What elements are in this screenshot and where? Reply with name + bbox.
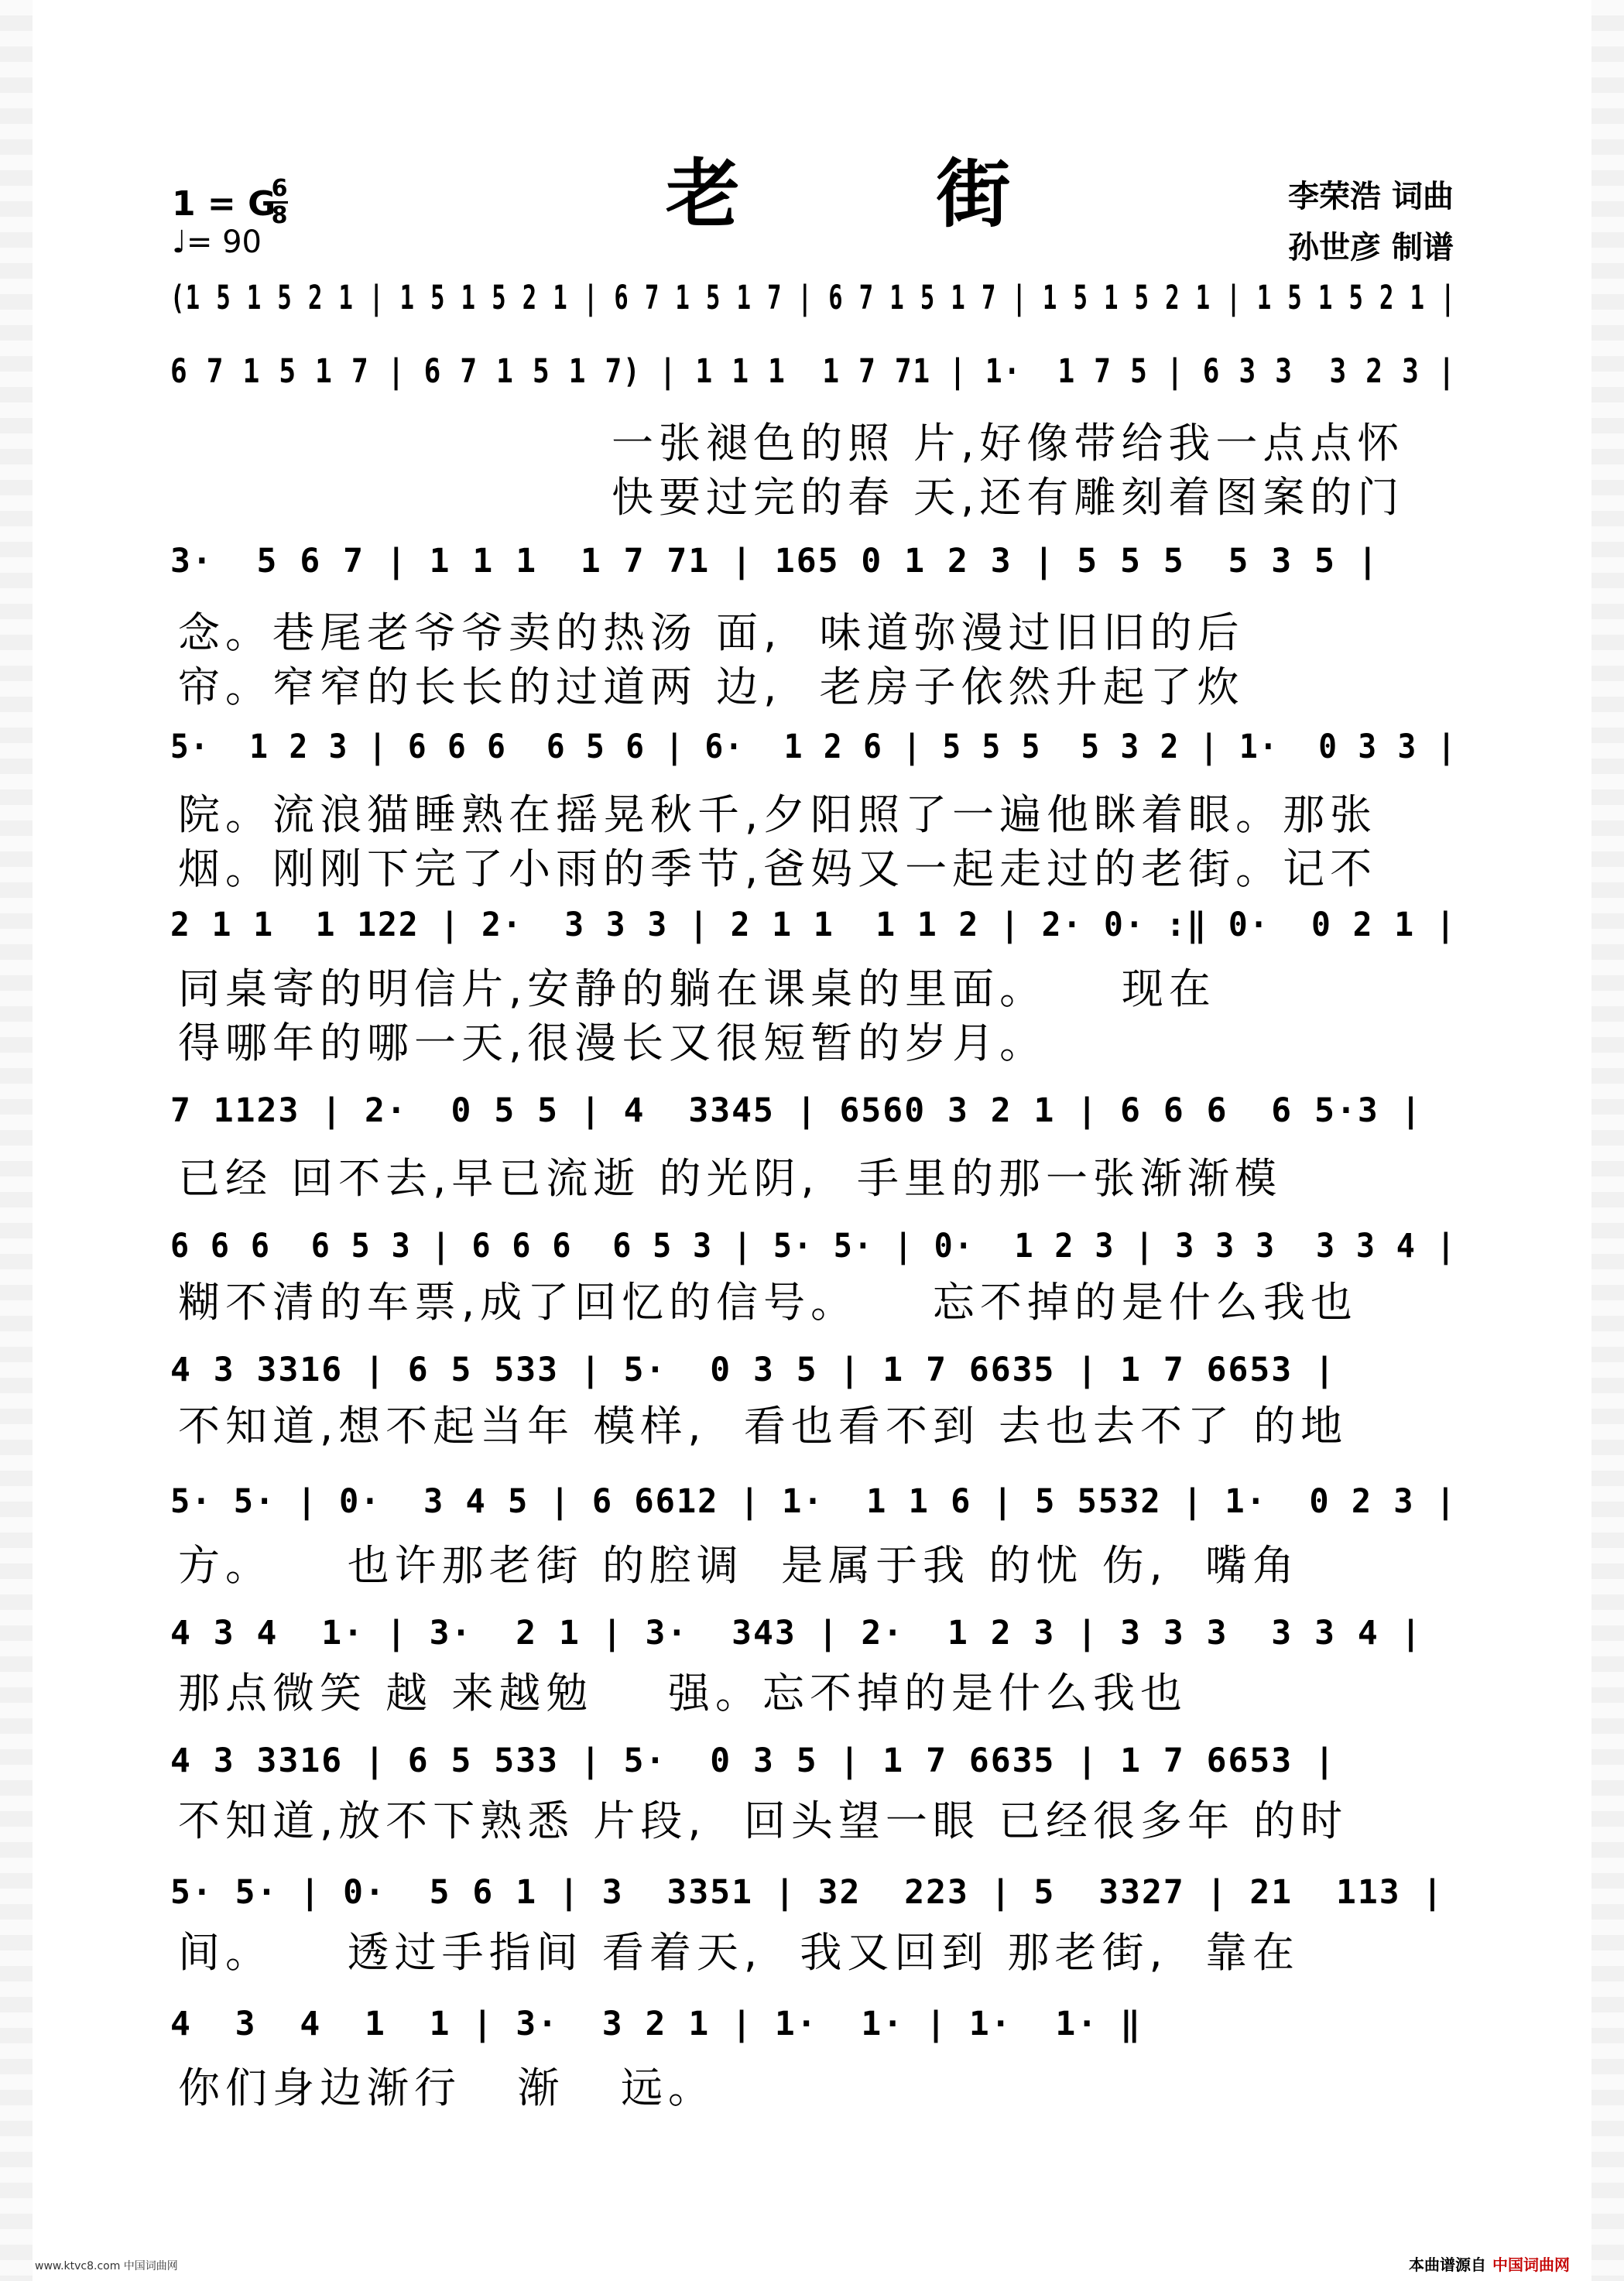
footer-source-right [1409, 2252, 1570, 2275]
lyric-row-10: 不知道,放不下熟悉 片段, 回头望一眼 已经很多年 的时 [178, 1796, 1348, 1845]
lyricist-composer-credit: 李荣浩 词曲 [1288, 179, 1454, 214]
lyric-row-4a: 同桌寄的明信片,安静的躺在课桌的里面。 现在 [178, 964, 1216, 1013]
notes: 4 3 4 1 1 | 3· 3 2 1 | 1· 1· | 1· 1· ‖ [170, 2005, 1142, 2043]
notes: 4 3 3316 | 6 5 533 | 5· 0 3 5 | 1 7 6635 | 1 7 6653 | [170, 1351, 1336, 1389]
notation-row-13 [170, 2005, 1457, 2059]
lyric-row-9: 那点微笑 越 来越勉 强。忘不掉的是什么我也 [178, 1669, 1187, 1718]
footer-brand: 中国词曲网 [1492, 2255, 1570, 2274]
lyric-row-3a: 院。流浪猫睡熟在摇晃秋千,夕阳照了一遍他眯着眼。那张 [178, 790, 1378, 839]
lyric-row-4b: 得哪年的哪一天,很漫长又很短暂的岁月。 [178, 1019, 1047, 1067]
lyric-row-1a: 一张褪色的照 片,好像带给我一点点怀 [612, 419, 1405, 468]
notation-row-2 [170, 352, 1457, 406]
notation-row-1 [170, 279, 1457, 333]
notes: 6 6 6 6 5 3 | 6 6 6 6 5 3 | 5· 5· | 0· 1 2 3 | 3 3 3 3 3 4 | [170, 1227, 1457, 1266]
lyric-row-1b: 快要过完的春 天,还有雕刻着图案的门 [612, 473, 1405, 522]
time-signature [271, 176, 288, 228]
key-signature: 1 = G [172, 184, 276, 224]
notes: (1 5 1 5 2 1 | 1 5 1 5 2 1 | 6 7 1 5 1 7 | 6 7 1 5 1 7 | 1 5 1 5 2 1 | 1 5 1 5 2 1 | [170, 279, 1456, 317]
time-signature-top: 6 [271, 175, 288, 202]
footer-source-label: 本曲谱源自 [1409, 2255, 1486, 2274]
notation-row-3 [170, 542, 1457, 596]
watermark-edge-left [0, 0, 33, 2281]
lyric-row-3b: 烟。刚刚下完了小雨的季节,爸妈又一起走过的老街。记不 [178, 844, 1378, 893]
lyric-row-6: 糊不清的车票,成了回忆的信号。 忘不掉的是什么我也 [178, 1278, 1358, 1327]
notation-row-4 [170, 728, 1457, 782]
lyric-row-8: 方。 也许那老街 的腔调 是属于我 的忧 伤, 嘴角 [178, 1541, 1300, 1590]
notation-row-6 [170, 1091, 1457, 1146]
notes: 4 3 4 1· | 3· 2 1 | 3· 343 | 2· 1 2 3 | 3 3 3 3 3 4 | [170, 1614, 1423, 1653]
notes: 7 1123 | 2· 0 5 5 | 4 3345 | 6560 3 2 1 | 6 6 6 6 5·3 | [170, 1091, 1423, 1130]
notes: 5· 1 2 3 | 6 6 6 6 5 6 | 6· 1 2 6 | 5 5 5 5 3 2 | 1· 0 3 3 | [170, 728, 1458, 766]
notes: 2 1 1 1 122 | 2· 3 3 3 | 2 1 1 1 1 2 | 2· 0· :‖ 0· 0 2 1 | [170, 906, 1457, 944]
lyric-row-7: 不知道,想不起当年 模样, 看也看不到 去也去不了 的地 [178, 1402, 1348, 1450]
notes: 5· 5· | 0· 5 6 1 | 3 3351 | 32 223 | 5 3327 | 21 113 | [170, 1873, 1444, 1912]
notation-row-5 [170, 906, 1457, 960]
arranger-credit: 孙世彦 制谱 [1288, 230, 1454, 265]
lyric-row-2a: 念。巷尾老爷爷卖的热汤 面, 味道弥漫过旧旧的后 [178, 608, 1245, 657]
lyric-row-2b: 帘。窄窄的长长的过道两 边, 老房子依然升起了炊 [178, 663, 1245, 711]
notes: 5· 5· | 0· 3 4 5 | 6 6612 | 1· 1 1 6 | 5 5532 | 1· 0 2 3 | [170, 1482, 1458, 1521]
notes: 3· 5 6 7 | 1 1 1 1 7 71 | 165 0 1 2 3 | 5 5 5 5 3 5 | [170, 542, 1379, 581]
notes: 4 3 3316 | 6 5 533 | 5· 0 3 5 | 1 7 6635 | 1 7 6653 | [170, 1742, 1336, 1780]
footer-source-left: www.ktvc8.com 中国词曲网 [35, 2260, 178, 2272]
notes: 6 7 1 5 1 7 | 6 7 1 5 1 7) | 1 1 1 1 7 71 | 1· 1 7 5 | 6 3 3 3 2 3 | [170, 352, 1457, 391]
lyric-row-12: 你们身边渐行 渐 远。 [178, 2064, 715, 2112]
watermark-edge-right [1591, 0, 1624, 2281]
lyric-row-11: 间。 透过手指间 看着天, 我又回到 那老街, 靠在 [178, 1928, 1300, 1977]
lyric-row-5: 已经 回不去,早已流逝 的光阴, 手里的那一张渐渐模 [178, 1154, 1282, 1203]
notation-row-9 [170, 1482, 1457, 1536]
song-title: 老 街 [666, 150, 1096, 238]
tempo-marking: ♩= 90 [172, 224, 262, 260]
time-signature-bottom: 8 [271, 202, 288, 229]
